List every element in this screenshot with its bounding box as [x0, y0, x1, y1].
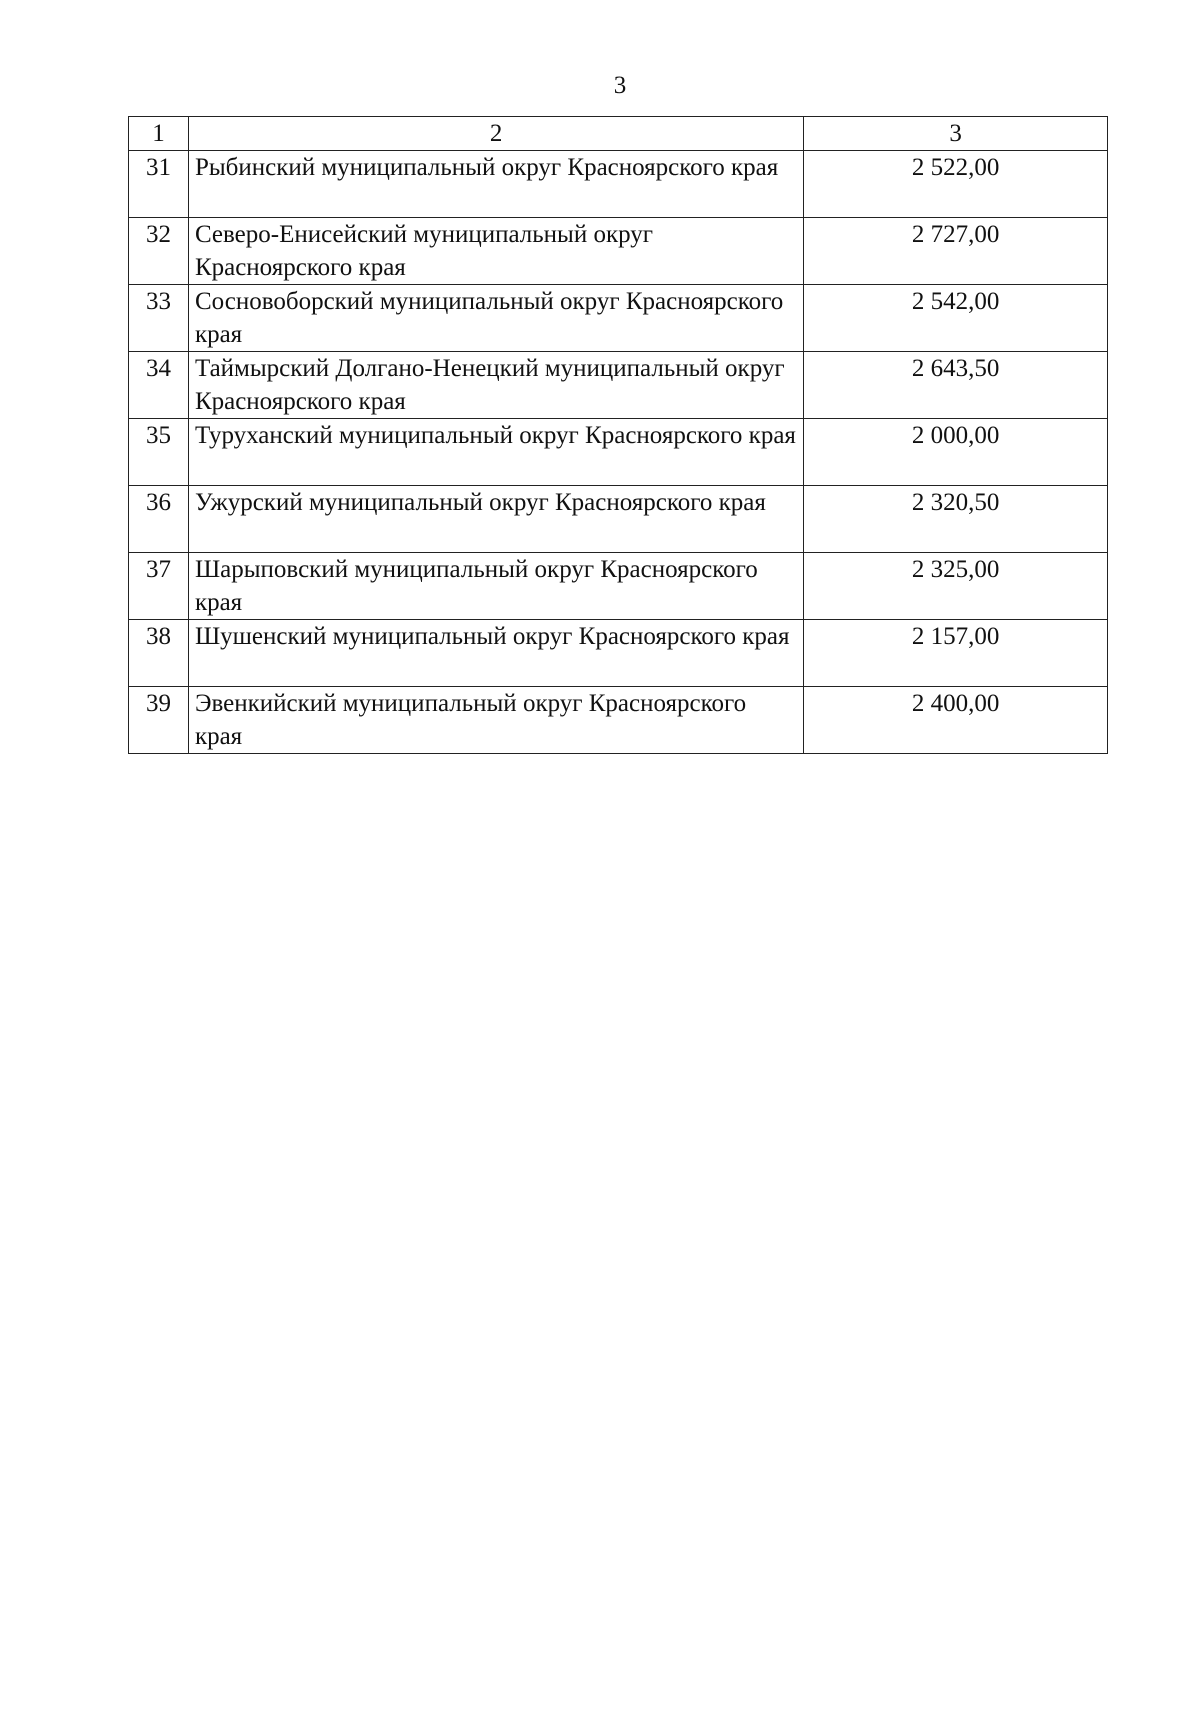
district-name: Сосновоборский муниципальный округ Красноярского края [188, 285, 803, 352]
table-row [129, 620, 1108, 687]
amount-value: 2 325,00 [804, 553, 1108, 620]
data-table [128, 116, 1108, 754]
column-header: 3 [804, 117, 1108, 151]
column-header: 1 [129, 117, 189, 151]
amount-value: 2 000,00 [804, 419, 1108, 486]
row-number: 39 [129, 687, 189, 754]
page-number: 3 [613, 72, 627, 99]
row-number: 36 [129, 486, 189, 553]
row-number: 37 [129, 553, 189, 620]
district-name: Туруханский муниципальный округ Красноярского края [188, 419, 803, 486]
district-name: Рыбинский муниципальный округ Красноярского края [188, 151, 803, 218]
table-row [129, 419, 1108, 486]
amount-value: 2 542,00 [804, 285, 1108, 352]
row-number: 38 [129, 620, 189, 687]
table-header-row [129, 117, 1108, 151]
amount-value: 2 643,50 [804, 352, 1108, 419]
district-name: Эвенкийский муниципальный округ Красноярского края [188, 687, 803, 754]
amount-value: 2 320,50 [804, 486, 1108, 553]
column-header: 2 [188, 117, 803, 151]
table-row [129, 285, 1108, 352]
district-name: Северо-Енисейский муниципальный округ Красноярского края [188, 218, 803, 285]
amount-value: 2 157,00 [804, 620, 1108, 687]
table-row [129, 553, 1108, 620]
amount-value: 2 727,00 [804, 218, 1108, 285]
table-row [129, 486, 1108, 553]
row-number: 32 [129, 218, 189, 285]
district-name: Шушенский муниципальный округ Красноярского края [188, 620, 803, 687]
table-row [129, 218, 1108, 285]
amount-value: 2 400,00 [804, 687, 1108, 754]
row-number: 31 [129, 151, 189, 218]
district-name: Ужурский муниципальный округ Красноярского края [188, 486, 803, 553]
district-name: Таймырский Долгано-Ненецкий муниципальный округ Красноярского края [188, 352, 803, 419]
row-number: 35 [129, 419, 189, 486]
table-row [129, 352, 1108, 419]
amount-value: 2 522,00 [804, 151, 1108, 218]
row-number: 33 [129, 285, 189, 352]
table-row [129, 151, 1108, 218]
row-number: 34 [129, 352, 189, 419]
table-row [129, 687, 1108, 754]
district-name: Шарыповский муниципальный округ Красноярского края [188, 553, 803, 620]
